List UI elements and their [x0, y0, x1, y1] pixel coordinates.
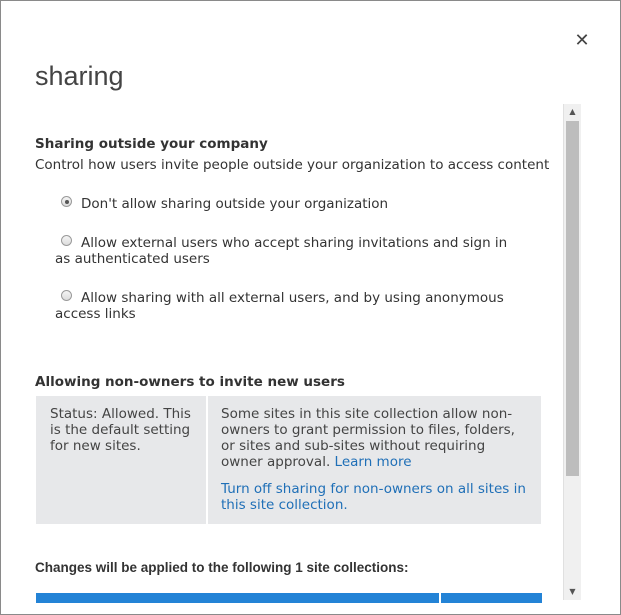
non-owners-info-box	[36, 396, 541, 524]
radio-label-authenticated: Allow external users who accept sharing invitations and sign in as authenticated users	[55, 235, 508, 267]
changes-notice: Changes will be applied to the following 1 site collections:	[35, 560, 409, 575]
close-icon[interactable]: ✕	[574, 30, 590, 51]
learn-more-link[interactable]: Learn more	[334, 454, 412, 470]
dialog-title: sharing	[35, 61, 124, 91]
turn-off-sharing-link[interactable]: Turn off sharing for non-owners on all sites in this site collection.	[221, 481, 526, 513]
external-sharing-heading: Sharing outside your company	[35, 136, 268, 152]
non-owners-heading: Allowing non-owners to invite new users	[35, 374, 345, 390]
radio-dont-allow[interactable]	[61, 196, 72, 207]
dialog-content	[1, 103, 561, 603]
scrollbar-thumb[interactable]	[566, 121, 579, 476]
scroll-down-icon[interactable]: ▼	[569, 587, 576, 596]
non-owners-info-text: Some sites in this site collection allow non-owners to grant permission to files, folders, or sites and sub-sites without requiring owner approval.	[221, 406, 515, 470]
radio-label-dont-allow: Don't allow sharing outside your organization	[81, 196, 389, 212]
non-owners-status: Status: Allowed. This is the default setting for new sites.	[50, 406, 191, 454]
scroll-up-icon[interactable]: ▲	[569, 107, 576, 116]
external-sharing-description: Control how users invite people outside your organization to access content	[35, 157, 550, 173]
table-header-divider	[439, 593, 441, 603]
radio-label-anonymous: Allow sharing with all external users, and by using anonymous access links	[55, 290, 504, 322]
info-divider	[206, 396, 208, 524]
site-collections-table-header	[36, 593, 542, 603]
non-owners-info	[221, 406, 531, 470]
vertical-scrollbar[interactable]	[563, 104, 581, 600]
